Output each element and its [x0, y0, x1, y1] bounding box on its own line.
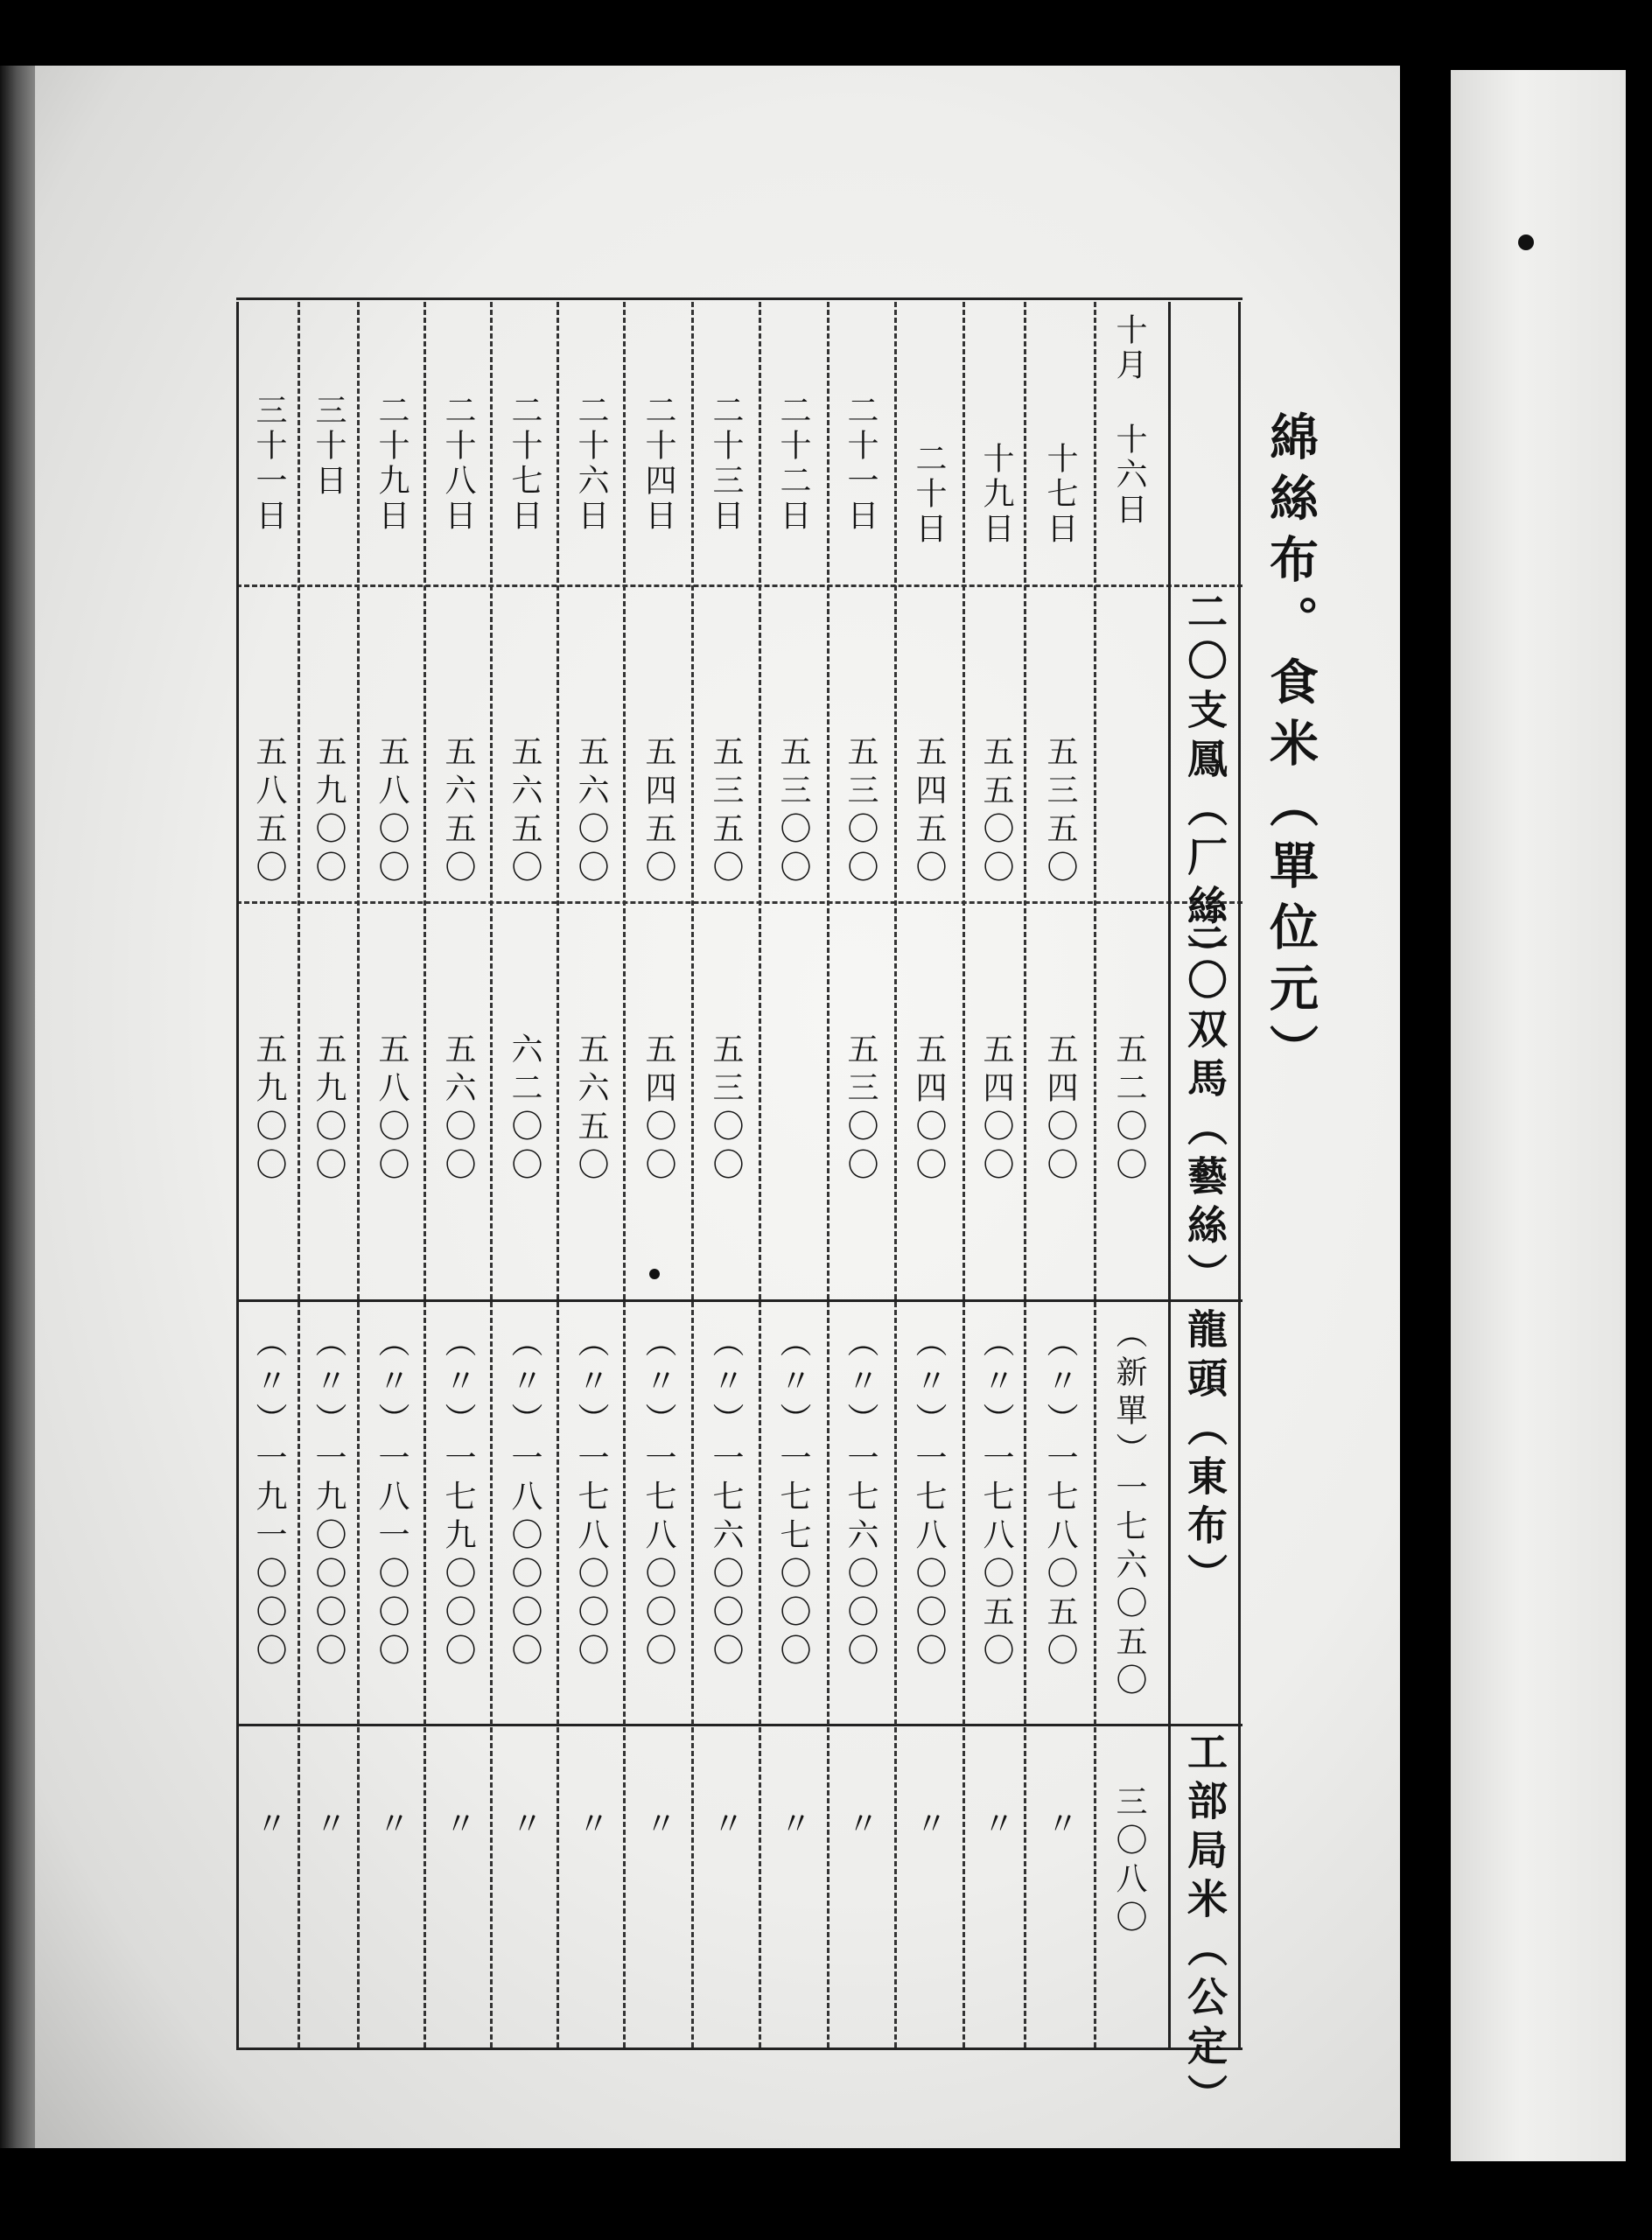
- cell-value: 〃: [311, 1807, 346, 1845]
- cell-value: 五二〇〇: [1111, 1032, 1147, 1186]
- cell-value: 三〇八〇: [1111, 1785, 1147, 1939]
- rule-bottom: [236, 2048, 1242, 2050]
- row-date: 二十三日: [708, 394, 744, 534]
- cell-value: 五六五〇: [507, 735, 542, 889]
- col-line: [424, 302, 426, 2048]
- ink-speck: [649, 1269, 660, 1279]
- row-date: 二十七日: [507, 394, 542, 534]
- row-date: 三十一日: [251, 394, 287, 534]
- row-date: 十七日: [1042, 442, 1078, 547]
- cell-value: 五六五〇: [573, 1032, 609, 1186]
- cell-value: 〃: [440, 1807, 476, 1845]
- cell-value: 五八五〇: [251, 735, 287, 889]
- cell-value: 五四〇〇: [640, 1032, 676, 1186]
- rule-top: [236, 298, 1242, 300]
- col-line-header: [1238, 302, 1241, 2048]
- cell-value: （〃）一九〇〇〇〇: [311, 1326, 346, 1672]
- row-date: 二十日: [911, 442, 947, 547]
- cell-value: 〃: [251, 1807, 287, 1845]
- cell-value: 五五〇〇: [978, 735, 1014, 889]
- col-line: [490, 302, 493, 2048]
- rule-col3: [236, 1724, 1242, 1726]
- rule-col1: [236, 901, 1242, 904]
- row-date: 二十一日: [843, 394, 878, 534]
- cell-value: （〃）一八一〇〇〇: [374, 1326, 410, 1672]
- column-header: 工部局米（公定）: [1181, 1731, 1228, 2123]
- cell-value: 五三〇〇: [843, 735, 878, 889]
- cell-value: （〃）一七九〇〇〇: [440, 1326, 476, 1672]
- cell-value: 五八〇〇: [374, 735, 410, 889]
- cell-value: 五三〇〇: [775, 735, 811, 889]
- cell-value: 六二〇〇: [507, 1032, 542, 1186]
- cell-value: 五四五〇: [911, 735, 947, 889]
- cell-value: 五九〇〇: [251, 1032, 287, 1186]
- col-line: [556, 302, 559, 2048]
- cell-value: 五三〇〇: [708, 1032, 744, 1186]
- col-line: [691, 302, 694, 2048]
- cell-value: 五六五〇: [440, 735, 476, 889]
- table-title: 綿絲布。食米（單位元）: [1262, 411, 1320, 1085]
- col-line: [1168, 302, 1171, 2048]
- cell-value: （〃）一七七〇〇〇: [775, 1326, 811, 1672]
- cell-value: 五六〇〇: [440, 1032, 476, 1186]
- binding-hole: [1518, 234, 1534, 250]
- cell-value: 〃: [1042, 1807, 1078, 1845]
- row-date: 三十日: [311, 394, 346, 499]
- cell-value: 〃: [640, 1807, 676, 1845]
- cell-value: （〃）一七八〇五〇: [1042, 1326, 1078, 1672]
- cell-value: 〃: [507, 1807, 542, 1845]
- cell-value: 〃: [843, 1807, 878, 1845]
- cell-value: （〃）一七八〇〇〇: [640, 1326, 676, 1672]
- cell-value: （〃）一九一〇〇〇: [251, 1326, 287, 1672]
- cell-value: 五四〇〇: [978, 1032, 1014, 1186]
- cell-value: 五三五〇: [708, 735, 744, 889]
- cell-value: 五九〇〇: [311, 735, 346, 889]
- col-line: [1094, 302, 1096, 2048]
- column-header: 二〇支鳳（厂絲）: [1181, 591, 1228, 983]
- cell-value: 五三〇〇: [843, 1032, 878, 1186]
- rule-col2: [236, 1299, 1242, 1302]
- col-line: [759, 302, 761, 2048]
- cell-value: 五三五〇: [1042, 735, 1078, 889]
- cell-value: （〃）一七六〇〇〇: [843, 1326, 878, 1672]
- facing-page-strip: [1451, 70, 1626, 2161]
- column-header: 三〇双馬（藝絲）: [1181, 910, 1228, 1302]
- cell-value: 〃: [775, 1807, 811, 1845]
- col-line: [623, 302, 626, 2048]
- row-date: 十月 十六日: [1111, 313, 1147, 528]
- cell-value: 五九〇〇: [311, 1032, 346, 1186]
- row-date: 二十九日: [374, 394, 410, 534]
- cell-value: 五四〇〇: [1042, 1032, 1078, 1186]
- row-date: 十九日: [978, 442, 1014, 547]
- row-date: 二十四日: [640, 394, 676, 534]
- cell-value: 〃: [374, 1807, 410, 1845]
- cell-value: 〃: [911, 1807, 947, 1845]
- row-date: 二十二日: [775, 394, 811, 534]
- cell-value: 五四〇〇: [911, 1032, 947, 1186]
- cell-value: （〃）一七六〇〇〇: [708, 1326, 744, 1672]
- cell-value: （新單）一七六〇五〇: [1111, 1317, 1147, 1702]
- cell-value: 五四五〇: [640, 735, 676, 889]
- cell-value: 五八〇〇: [374, 1032, 410, 1186]
- cell-value: （〃）一七八〇〇〇: [911, 1326, 947, 1672]
- cell-value: 〃: [573, 1807, 609, 1845]
- column-header: 龍頭（東布）: [1181, 1308, 1228, 1602]
- cell-value: 〃: [978, 1807, 1014, 1845]
- cell-value: 五六〇〇: [573, 735, 609, 889]
- cell-value: （〃）一八〇〇〇〇: [507, 1326, 542, 1672]
- col-line: [894, 302, 897, 2048]
- row-date: 二十六日: [573, 394, 609, 534]
- row-date: 二十八日: [440, 394, 476, 534]
- rule-date-row: [236, 584, 1242, 587]
- cell-value: （〃）一七八〇〇〇: [573, 1326, 609, 1672]
- cell-value: 〃: [708, 1807, 744, 1845]
- cell-value: （〃）一七八〇五〇: [978, 1326, 1014, 1672]
